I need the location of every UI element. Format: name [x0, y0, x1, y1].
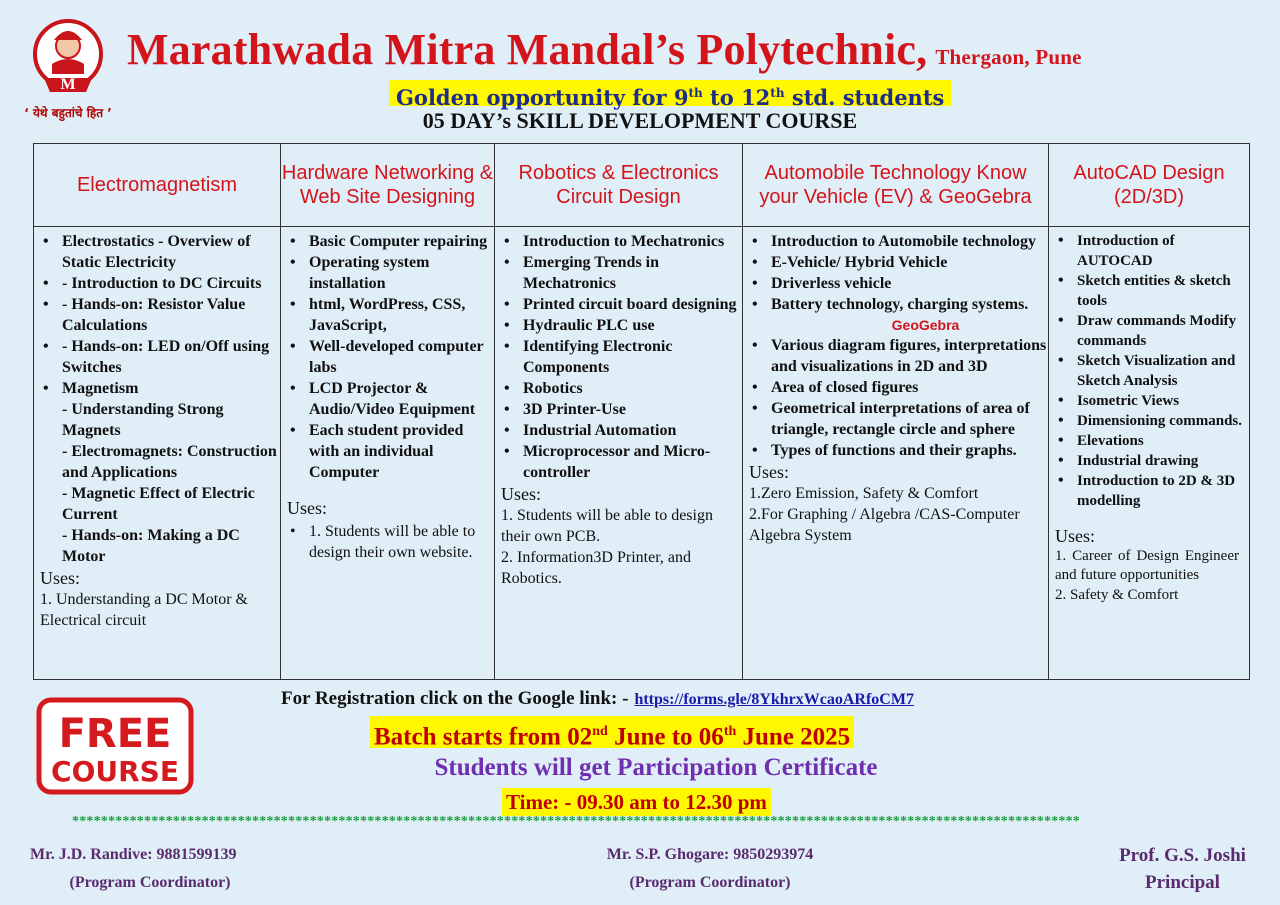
batch-dates	[370, 716, 854, 751]
uses-label: Uses:	[749, 462, 789, 482]
course-time: Time: - 09.30 am to 12.30 pm	[502, 788, 771, 816]
list-item: • Driverless vehicle	[771, 273, 1048, 294]
column-robotics	[495, 227, 743, 680]
list-item: • Electrostatics - Overview of Static Electricity	[62, 231, 280, 273]
free-text: FREE	[58, 711, 172, 757]
list-item: • Basic Computer repairing	[309, 231, 494, 252]
golden-text-2: to 12	[702, 85, 771, 110]
list-item: • 3D Printer-Use	[523, 399, 742, 420]
uses-label: Uses:	[287, 498, 327, 518]
list-item: • Introduction to Mechatronics	[523, 231, 742, 252]
list-item: • Sketch entities & sketch tools	[1077, 271, 1249, 311]
list-item: • E-Vehicle/ Hybrid Vehicle	[771, 252, 1048, 273]
list-item: • Geometrical interpretations of area of triangle, rectangle circle and sphere	[771, 398, 1048, 440]
table-body-row	[34, 227, 1250, 680]
list-item: • Microprocessor and Micro-controller	[523, 441, 742, 483]
list-item: • Elevations	[1077, 431, 1249, 451]
heading-electromagnetism: Electromagnetism	[34, 144, 281, 227]
list-item: • Industrial Automation	[523, 420, 742, 441]
registration-line	[281, 688, 914, 710]
contact-ghogare-role: (Program Coordinator)	[629, 874, 791, 891]
list-item: • Industrial drawing	[1077, 451, 1249, 471]
uses-label: Uses:	[501, 484, 541, 504]
list-item: • Introduction to Automobile technology	[771, 231, 1048, 252]
heading-hardware-networking: Hardware Networking & Web Site Designing	[281, 144, 495, 227]
column-automobile	[743, 227, 1049, 680]
golden-text-3: std. students	[784, 85, 945, 110]
uses-item: 1. Career of Design Engineer and future opportunities	[1055, 548, 1239, 583]
list-item: • Printed circuit board designing	[523, 294, 742, 315]
principal-role: Principal	[1145, 872, 1220, 893]
geogebra-subheading: GeoGebra	[891, 317, 960, 333]
batch-text-3: June 2025	[736, 723, 851, 751]
list-item: • html, WordPress, CSS, JavaScript,	[309, 294, 494, 336]
table-header-row	[34, 144, 1250, 227]
college-logo-icon	[30, 18, 106, 102]
course-table	[33, 143, 1250, 680]
uses-item: 2.For Graphing / Algebra /CAS-Computer Algebra System	[749, 506, 1020, 544]
list-item: • Battery technology, charging systems.	[771, 294, 1048, 315]
certificate-note: Students will get Participation Certificate	[434, 754, 878, 781]
batch-text-1: Batch starts from 02	[374, 723, 593, 751]
golden-opportunity-banner	[389, 80, 951, 110]
golden-sup-1: th	[688, 86, 703, 100]
uses-item: • 1. Students will be able to design their own website.	[309, 521, 494, 563]
heading-automobile: Automobile Technology Know your Vehicle (EV) & GeoGebra	[743, 144, 1049, 227]
contact-randive	[30, 846, 270, 864]
course-text: COURSE	[51, 755, 179, 788]
list-item: • Emerging Trends in Mechatronics	[523, 252, 742, 294]
college-name: Marathwada Mitra Mandal’s Polytechnic,	[127, 25, 928, 74]
list-item: • Introduction of AUTOCAD	[1077, 231, 1249, 271]
star-divider: ********************************************************************************************************************************************	[72, 814, 1080, 829]
uses-item: 2. Information3D Printer, and Robotics.	[501, 549, 691, 587]
college-location: Thergaon, Pune	[935, 45, 1082, 69]
list-item: • Identifying Electronic Components	[523, 336, 742, 378]
list-item: • Robotics	[523, 378, 742, 399]
uses-item: 1. Students will be able to design their own PCB.	[501, 507, 713, 545]
course-title: 05 DAY’s SKILL DEVELOPMENT COURSE	[422, 108, 858, 133]
golden-sup-2: th	[770, 86, 785, 100]
batch-text-2: June to 06	[607, 723, 724, 751]
page-title	[127, 24, 1082, 75]
heading-robotics: Robotics & Electronics Circuit Design	[495, 144, 743, 227]
batch-sup-1: nd	[592, 724, 608, 739]
list-item: • LCD Projector & Audio/Video Equipment	[309, 378, 494, 420]
list-item: • Hydraulic PLC use	[523, 315, 742, 336]
contact-name: Mr. J.D. Randive: 9881599139	[30, 846, 237, 863]
list-item: • Types of functions and their graphs.	[771, 440, 1048, 461]
column-hardware-networking	[281, 227, 495, 680]
uses-item: 2. Safety & Comfort	[1055, 587, 1179, 603]
registration-link[interactable]: https://forms.gle/8YkhrxWcaoARfoCM7	[634, 691, 914, 708]
golden-text-1: Golden opportunity for 9	[396, 85, 689, 110]
batch-sup-2: th	[723, 724, 737, 739]
uses-label: Uses:	[1055, 526, 1095, 546]
list-item: • Draw commands Modify commands	[1077, 311, 1249, 351]
list-item: • Various diagram figures, interpretations and visualizations in 2D and 3D	[771, 335, 1048, 377]
list-item: • Dimensioning commands.	[1077, 411, 1249, 431]
principal-name: Prof. G.S. Joshi	[1119, 845, 1246, 866]
uses-label: Uses:	[40, 568, 80, 588]
list-item: • Operating system installation	[309, 252, 494, 294]
column-autocad	[1049, 227, 1250, 680]
list-item: • Area of closed figures	[771, 377, 1048, 398]
motto: ‘ येथे बहुतांचे हित ’	[24, 106, 112, 120]
list-item: • - Hands-on: Resistor Value Calculations	[62, 294, 280, 336]
uses-item: 1. Understanding a DC Motor & Electrical circuit	[40, 591, 248, 629]
list-item: • - Hands-on: LED on/Off using Switches	[62, 336, 280, 378]
svg-text:M: M	[60, 76, 76, 93]
column-electromagnetism	[34, 227, 281, 680]
contact-ghogare: Mr. S.P. Ghogare: 9850293974	[606, 846, 814, 863]
list-item: • Magnetism - Understanding Strong Magnets - Electromagnets: Construction and Applications - Magnetic Effect of Electric Current - Hands-on: Making a DC Motor	[62, 378, 280, 567]
list-item: • - Introduction to DC Circuits	[62, 273, 280, 294]
uses-item: 1.Zero Emission, Safety & Comfort	[749, 485, 979, 502]
heading-autocad: AutoCAD Design (2D/3D)	[1049, 144, 1250, 227]
list-item: • Sketch Visualization and Sketch Analysis	[1077, 351, 1249, 391]
list-item: • Isometric Views	[1077, 391, 1249, 411]
list-item: • Each student provided with an individual Computer	[309, 420, 494, 483]
registration-text: For Registration click on the Google link: -	[281, 688, 629, 709]
contact-randive-role: (Program Coordinator)	[69, 874, 231, 891]
list-item: • Well-developed computer labs	[309, 336, 494, 378]
list-item: • Introduction to 2D & 3D modelling	[1077, 471, 1249, 511]
